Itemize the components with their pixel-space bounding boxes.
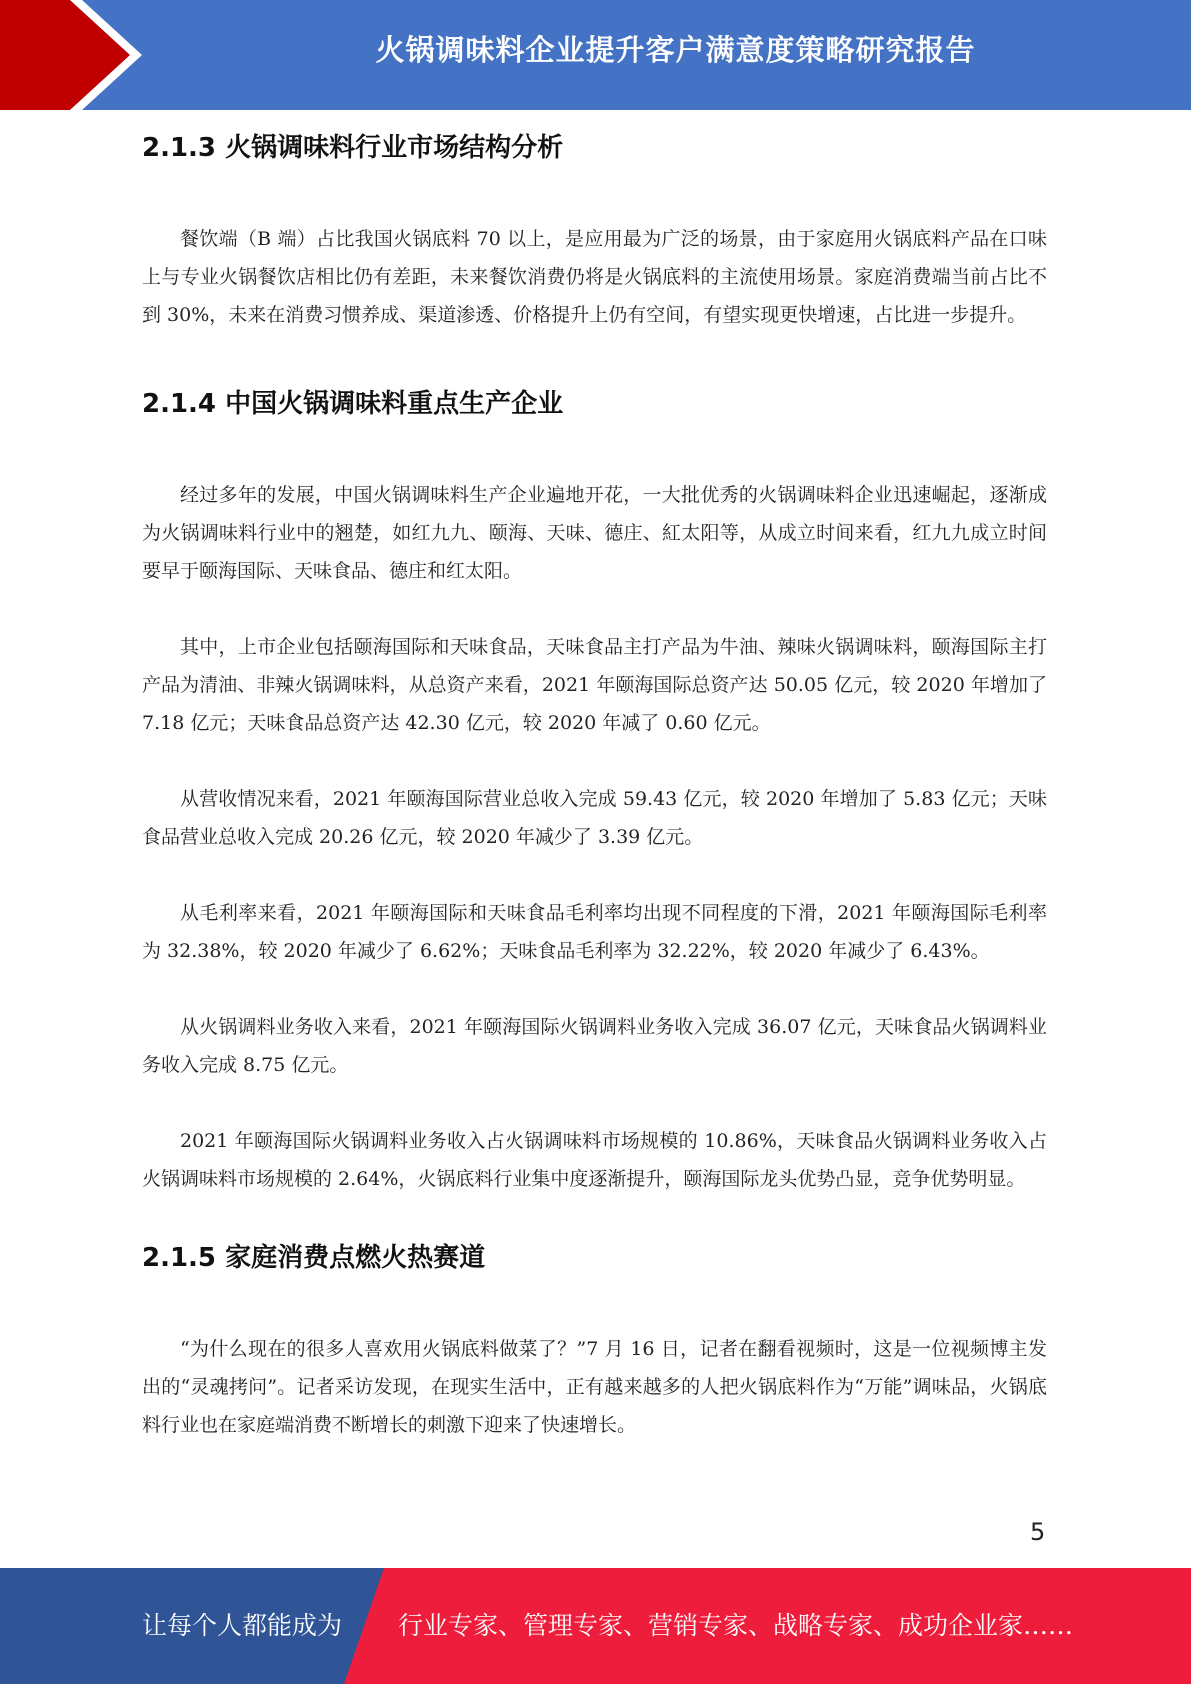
footer-slogan-lead: 让每个人都能成为 [142, 1611, 343, 1640]
paragraph: 从营收情况来看，2021 年颐海国际营业总收入完成 59.43 亿元，较 2020 年增加了 5.83 亿元；天味食品营业总收入完成 20.26 亿元，较 2020 年减少了 3.39 亿元。 [142, 788, 1047, 848]
paragraph: 从火锅调料业务收入来看，2021 年颐海国际火锅调料业务收入完成 36.07 亿元，天味食品火锅调料业务收入完成 8.75 亿元。 [142, 1016, 1047, 1076]
paragraph: 2021 年颐海国际火锅调料业务收入占火锅调味料市场规模的 10.86%，天味食品火锅调料业务收入占火锅调味料市场规模的 2.64%，火锅底料行业集中度逐渐提升，颐海国际龙头优势凸显，竞争优势明显。 [142, 1130, 1047, 1190]
page-header [0, 0, 1191, 110]
section-heading-2-1-3: 2.1.3 火锅调味料行业市场结构分析 [142, 133, 564, 163]
page-number: 5 [1030, 1518, 1046, 1546]
report-title: 火锅调味料企业提升客户满意度策略研究报告 [375, 33, 976, 67]
paragraph: 餐饮端（B 端）占比我国火锅底料 70 以上，是应用最为广泛的场景，由于家庭用火锅底料产品在口味上与专业火锅餐饮店相比仍有差距，未来餐饮消费仍将是火锅底料的主流使用场景。家庭消费端当前占比不到 30%，未来在消费习惯养成、渠道渗透、价格提升上仍有空间，有望实现更快增速，占比进一步提升。 [142, 228, 1047, 326]
section-heading-2-1-4: 2.1.4 中国火锅调味料重点生产企业 [142, 389, 564, 419]
document-body [142, 128, 1047, 1444]
paragraph: 经过多年的发展，中国火锅调味料生产企业遍地开花，一大批优秀的火锅调味料企业迅速崛起，逐渐成为火锅调味料行业中的翘楚，如红九九、颐海、天味、德庄、紅太阳等，从成立时间来看，红九九成立时间要早于颐海国际、天味食品、德庄和红太阳。 [142, 484, 1047, 582]
paragraph: 从毛利率来看，2021 年颐海国际和天味食品毛利率均出现不同程度的下滑，2021 年颐海国际毛利率为 32.38%，较 2020 年减少了 6.62%；天味食品毛利率为 32.22%，较 2020 年减少了 6.43%。 [142, 902, 1047, 962]
section-heading-2-1-5: 2.1.5 家庭消费点燃火热赛道 [142, 1243, 486, 1273]
header-chevron-icon [0, 0, 160, 110]
paragraph: 其中，上市企业包括颐海国际和天味食品，天味食品主打产品为牛油、辣味火锅调味料，颐海国际主打产品为清油、非辣火锅调味料，从总资产来看，2021 年颐海国际总资产达 50.05 亿元，较 2020 年增加了 7.18 亿元；天味食品总资产达 42.30 亿元，较 2020 年减了 0.60 亿元。 [142, 636, 1047, 734]
page-footer [0, 1568, 1191, 1684]
footer-slogan-roles: 行业专家、管理专家、营销专家、战略专家、成功企业家…… [398, 1611, 1074, 1640]
paragraph: “为什么现在的很多人喜欢用火锅底料做菜了？”7 月 16 日，记者在翻看视频时，这是一位视频博主发出的“灵魂拷问”。记者采访发现，在现实生活中，正有越来越多的人把火锅底料作为“万能”调味品，火锅底料行业也在家庭端消费不断增长的刺激下迎来了快速增长。 [142, 1338, 1047, 1436]
